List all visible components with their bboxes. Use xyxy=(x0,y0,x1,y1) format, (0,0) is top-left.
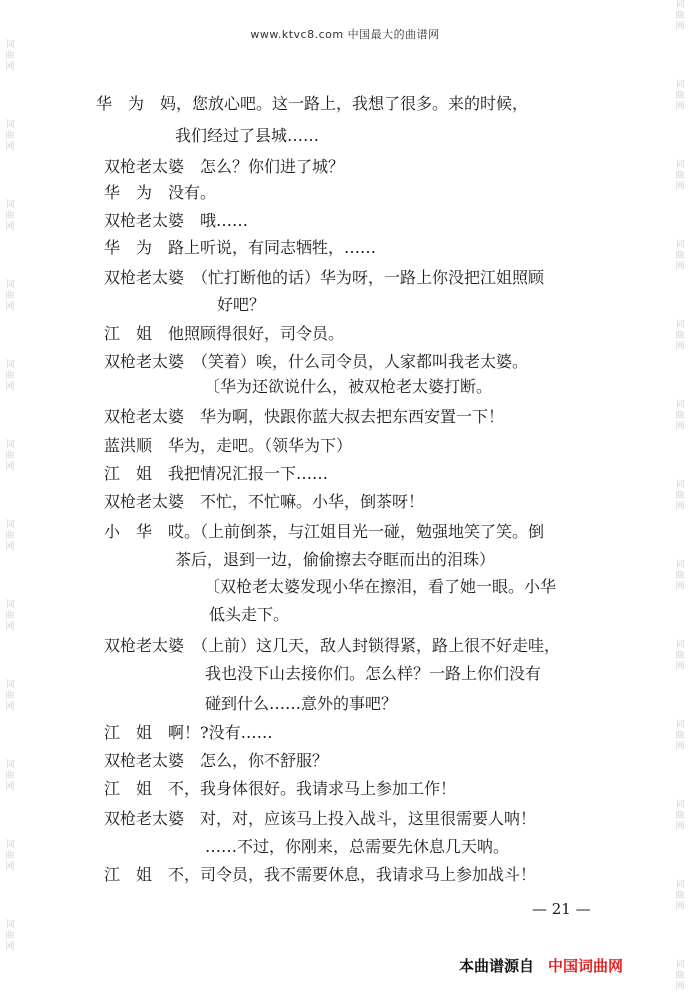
watermark-mark: 词 曲 网 xyxy=(675,0,685,32)
script-line: 我也没下山去接你们。怎么样？一路上你们没有 xyxy=(205,664,542,683)
watermark-mark: 词 曲 网 xyxy=(5,520,15,552)
watermark-mark: 词 曲 网 xyxy=(675,560,685,592)
watermark-mark: 词 曲 网 xyxy=(5,280,15,312)
watermark-mark: 词 曲 网 xyxy=(5,760,15,792)
watermark-mark: 词 曲 网 xyxy=(675,80,685,112)
script-line: 我们经过了县城…… xyxy=(175,126,320,145)
script-line: 好吧？ xyxy=(217,295,266,314)
watermark-mark: 词 曲 网 xyxy=(5,440,15,472)
script-line: 双枪老太婆 不忙，不忙嘛。小华，倒茶呀！ xyxy=(104,492,425,511)
watermark-mark: 词 曲 网 xyxy=(5,840,15,872)
source-footer xyxy=(459,955,623,976)
script-line: 江 姐 他照顾得很好，司令员。 xyxy=(104,324,345,343)
script-line: 碰到什么……意外的事吧？ xyxy=(205,694,398,713)
footer-brand-link[interactable]: 中国词曲网 xyxy=(548,957,624,975)
stage-direction: 〔双枪老太婆发现小华在擦泪，看了她一眼。小华 xyxy=(204,577,557,596)
watermark-mark: 词 曲 网 xyxy=(675,640,685,672)
watermark-mark: 词 曲 网 xyxy=(5,680,15,712)
page-header-url: www.ktvc8.com 中国最大的曲谱网 xyxy=(250,28,440,41)
watermark-right xyxy=(672,0,688,1002)
script-line: 双枪老太婆 对，对，应该马上投入战斗，这里很需要人呐！ xyxy=(104,809,537,828)
stage-direction: 〔华为还欲说什么，被双枪老太婆打断。 xyxy=(204,377,493,396)
script-line: 双枪老太婆 （忙打断他的话）华为呀，一路上你没把江姐照顾 xyxy=(104,268,545,287)
script-line: 双枪老太婆 怎么，你不舒服？ xyxy=(104,751,329,770)
watermark-mark: 词 曲 网 xyxy=(675,160,685,192)
watermark-mark: 词 曲 网 xyxy=(675,400,685,432)
watermark-mark: 词 曲 网 xyxy=(675,320,685,352)
watermark-mark: 词 曲 网 xyxy=(5,120,15,152)
stage-direction: 低头走下。 xyxy=(209,605,290,624)
watermark-mark: 词 曲 网 xyxy=(5,40,15,72)
watermark-mark: 词 曲 网 xyxy=(675,800,685,832)
script-line: ……不过，你刚来，总需要先休息几天呐。 xyxy=(205,837,510,856)
watermark-mark: 词 曲 网 xyxy=(5,360,15,392)
script-line: 小 华 哎。（上前倒茶，与江姐目光一碰，勉强地笑了笑。倒 xyxy=(104,522,545,541)
watermark-mark: 词 曲 网 xyxy=(675,960,685,992)
script-line: 双枪老太婆 （笑着）唉，什么司令员，人家都叫我老太婆。 xyxy=(104,352,529,371)
script-line: 华 为 妈，您放心吧。这一路上，我想了很多。来的时候， xyxy=(96,94,529,113)
script-line: 江 姐 啊！?没有…… xyxy=(104,723,273,742)
watermark-mark: 词 曲 网 xyxy=(675,480,685,512)
watermark-mark: 词 曲 网 xyxy=(5,600,15,632)
script-line: 双枪老太婆 怎么？你们进了城？ xyxy=(104,157,345,176)
page-number: — 21 — xyxy=(532,900,591,918)
watermark-left xyxy=(2,0,18,1002)
script-line: 双枪老太婆 华为啊，快跟你蓝大叔去把东西安置一下！ xyxy=(104,407,505,426)
watermark-mark: 词 曲 网 xyxy=(5,200,15,232)
watermark-mark: 词 曲 网 xyxy=(675,240,685,272)
footer-prefix: 本曲谱源自 xyxy=(459,957,535,975)
script-line: 华 为 路上听说，有同志牺牲，…… xyxy=(104,238,377,257)
script-line: 双枪老太婆 哦…… xyxy=(104,211,249,230)
script-line: 双枪老太婆 （上前）这几天，敌人封锁得紧，路上很不好走哇， xyxy=(104,636,561,655)
watermark-mark: 词 曲 网 xyxy=(675,880,685,912)
watermark-mark: 词 曲 网 xyxy=(675,720,685,752)
script-line: 江 姐 我把情况汇报一下…… xyxy=(104,464,329,483)
watermark-mark: 词 曲 网 xyxy=(5,920,15,952)
script-line: 华 为 没有。 xyxy=(104,183,217,202)
script-line: 蓝洪顺 华为，走吧。（领华为下） xyxy=(104,436,353,455)
script-line: 江 姐 不，司令员，我不需要休息，我请求马上参加战斗！ xyxy=(104,865,537,884)
script-line: 茶后，退到一边，偷偷擦去夺眶而出的泪珠） xyxy=(175,550,496,569)
script-line: 江 姐 不，我身体很好。我请求马上参加工作！ xyxy=(104,779,457,798)
